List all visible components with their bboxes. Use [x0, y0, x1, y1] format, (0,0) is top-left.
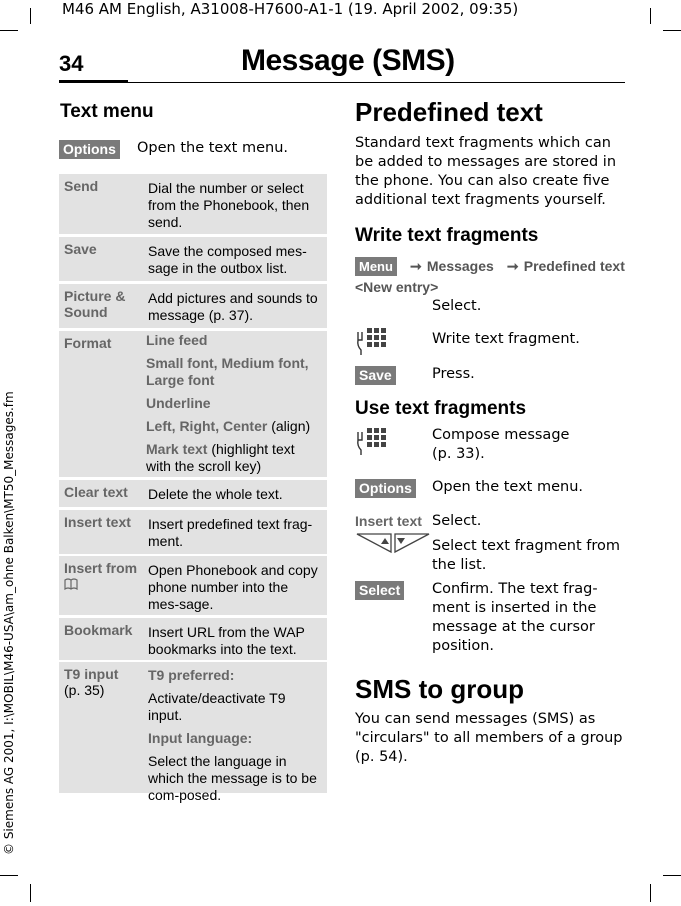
format-font-sizes: Small font, Medium font, Large font	[146, 355, 309, 388]
menu-path: Menu ➞ Messages ➞ Predefined text	[355, 256, 625, 276]
scroll-key-icon	[355, 532, 431, 554]
write-fragments-heading: Write text fragments	[355, 225, 539, 246]
t9-preferred-desc: Activate/deactivate T9 input.	[148, 690, 286, 723]
menu-row-bookmark	[59, 618, 327, 660]
row-label: Picture & Sound	[64, 288, 126, 320]
menu-row-picture-sound	[59, 284, 327, 328]
predefined-heading: Predefined text	[355, 97, 543, 127]
keypad-icon	[355, 426, 389, 456]
text-menu-heading: Text menu	[60, 101, 154, 122]
select-desc: Select.	[432, 298, 482, 314]
menu-row-format	[59, 331, 327, 477]
menu-row-insert-text	[59, 510, 327, 554]
input-language-label: Input language:	[148, 730, 253, 746]
row-description: Insert predefined text frag-ment.	[148, 516, 313, 549]
crop-mark	[30, 884, 31, 902]
keypad-icon	[355, 326, 389, 356]
predefined-intro: Standard text fragments which can be added to messages are stored in the phone. You can also create five additional text fragments yourself.	[355, 135, 617, 208]
t9-preferred-label: T9 preferred:	[148, 667, 235, 683]
input-language-desc: Select the language in which the message is to be com-posed.	[148, 753, 317, 803]
row-description: Open Phonebook and copy phone number into the mes-sage.	[148, 562, 318, 612]
confirm-desc: Confirm. The text frag-ment is inserted in the message at the cursor position.	[432, 581, 598, 654]
press-desc: Press.	[432, 366, 475, 382]
menu-row-insert-from	[59, 556, 327, 615]
compose-desc: Compose message (p. 33).	[432, 427, 570, 462]
running-header: M46 AM English, A31008-H7600-A1-1 (19. April 2002, 09:35)	[62, 0, 519, 18]
phonebook-icon	[64, 578, 78, 590]
crop-mark	[663, 30, 681, 31]
select2-desc: Select.	[432, 513, 482, 529]
nav-arrow-icon: ➞	[410, 258, 422, 274]
row-label: Clear text	[64, 484, 128, 500]
options-key: Options	[59, 139, 120, 159]
menu-row-send	[59, 174, 327, 234]
row-description: Delete the whole text.	[148, 486, 283, 502]
menu-row-clear-text	[59, 480, 327, 507]
row-description: Save the composed mes-sage in the outbox list.	[148, 243, 307, 276]
insert-text-label: Insert text	[355, 513, 422, 529]
title-rule-thick	[59, 80, 128, 83]
select-fragment-desc: Select text fragment from the list.	[432, 538, 620, 573]
title-rule-thin	[128, 82, 625, 83]
use-fragments-heading: Use text fragments	[355, 398, 527, 419]
new-entry-label: <New entry>	[355, 279, 439, 295]
row-label: Save	[64, 241, 97, 257]
row-label: Bookmark	[64, 622, 133, 638]
menu-key: Menu	[355, 257, 397, 276]
menu-row-t9-input	[59, 662, 327, 803]
select-key: Select	[355, 580, 404, 600]
save-key: Save	[355, 365, 396, 385]
format-underline: Underline	[146, 395, 211, 411]
write-fragment-desc: Write text fragment.	[432, 331, 580, 347]
options-key-right: Options	[355, 478, 416, 498]
sms-group-heading: SMS to group	[355, 674, 524, 704]
format-line-feed: Line feed	[146, 332, 208, 348]
row-label: Format	[64, 335, 112, 351]
crop-mark	[30, 8, 31, 24]
nav-arrow-icon: ➞	[506, 258, 519, 274]
crop-mark	[663, 875, 681, 876]
row-label: Send	[64, 178, 99, 194]
row-description: Add pictures and sounds to message (p. 37).	[148, 290, 318, 323]
row-label: Insert text	[64, 514, 131, 530]
crop-mark	[650, 8, 651, 24]
page-title: Message (SMS)	[241, 44, 455, 77]
menu-row-save	[59, 237, 327, 281]
row-label: Insert from	[64, 560, 144, 593]
row-label: T9 input (p. 35)	[64, 666, 119, 698]
crop-mark	[0, 875, 18, 876]
format-mark-text: Mark text (highlight text with the scroll key)	[146, 441, 295, 474]
open-menu-desc: Open the text menu.	[432, 479, 584, 495]
row-description: Dial the number or select from the Phonebook, then send.	[148, 180, 310, 230]
page-number: 34	[59, 51, 84, 76]
crop-mark	[0, 30, 18, 31]
row-description: Insert URL from the WAP bookmarks into the text.	[148, 624, 305, 657]
format-align: Left, Right, Center (align)	[146, 418, 311, 434]
crop-mark	[650, 884, 651, 902]
side-note: © Siemens AG 2001, I:\MOBIL\M46-USA\am_ohne Balken\MT50_Messages.fm	[2, 391, 16, 855]
sms-group-body: You can send messages (SMS) as "circulars" to all members of a group (p. 54).	[355, 711, 623, 765]
options-description: Open the text menu.	[137, 140, 289, 156]
